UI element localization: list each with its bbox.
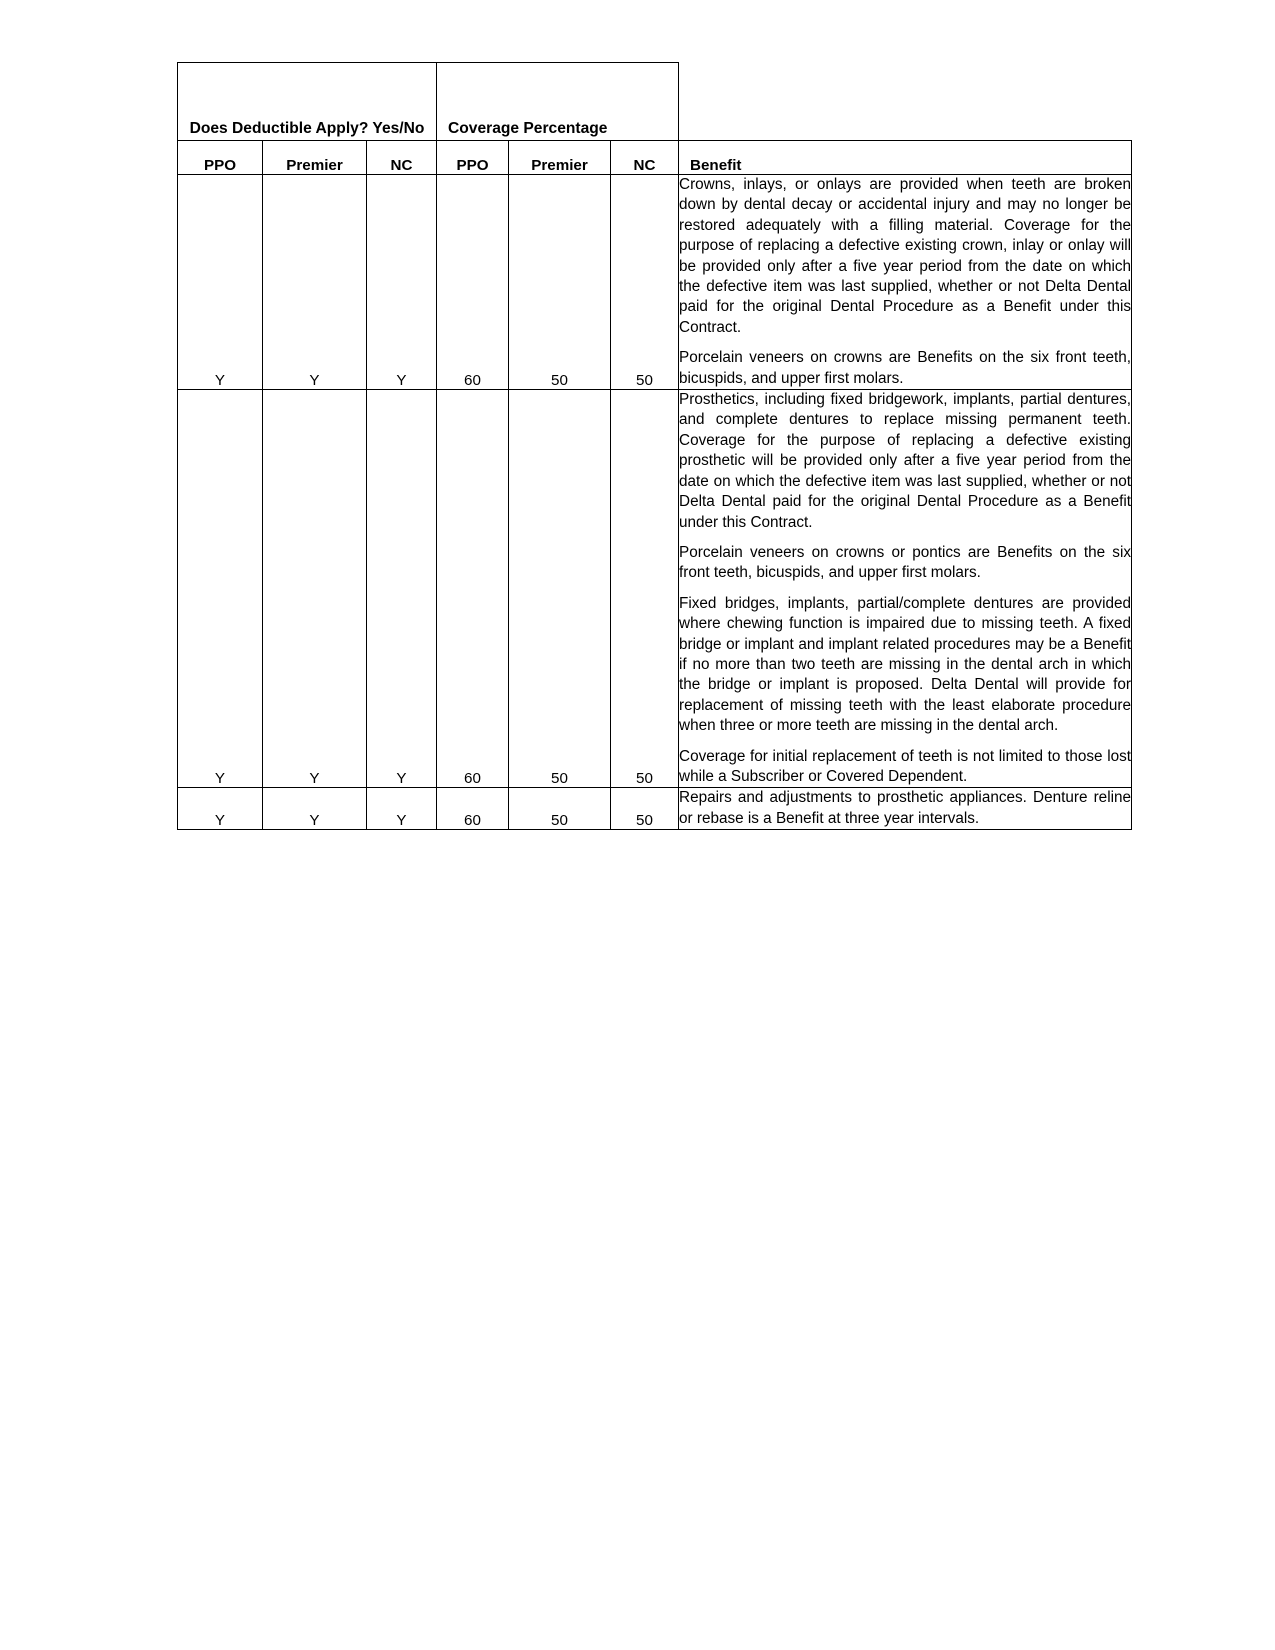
header-group-coverage: Coverage Percentage [437,63,679,141]
header-group-deductible: Does Deductible Apply? Yes/No [178,63,437,141]
benefit-paragraph: Coverage for initial replacement of teeth is not limited to those lost while a Subscriber or Covered Dependent. [679,747,1132,785]
cell-deductible-ppo: Y [178,390,263,788]
table-row [178,788,1132,830]
column-header-coverage-premier: Premier [509,141,611,175]
cell-coverage-premier: 50 [509,390,611,788]
benefit-paragraph: Prosthetics, including fixed bridgework, implants, partial dentures, and complete dentures to replace missing permanent teeth. Coverage for the purpose of replacing a defective existing prosthetic will be provided only after a five year period from the date on which the defective item was last supplied, whether or not Delta Dental paid for the original Dental Procedure as a Benefit under this Contract. [679,391,1132,531]
table-body [178,175,1132,830]
table-row [178,175,1132,390]
cell-deductible-premier: Y [263,788,367,830]
column-header-deductible-premier: Premier [263,141,367,175]
cell-coverage-nc: 50 [611,390,679,788]
cell-coverage-ppo: 60 [437,788,509,830]
table-header [178,63,1132,175]
cell-deductible-nc: Y [367,788,437,830]
cell-deductible-ppo: Y [178,175,263,390]
benefit-table-container [177,62,1131,830]
cell-deductible-nc: Y [367,175,437,390]
column-header-deductible-nc: NC [367,141,437,175]
header-group-row [178,63,1132,141]
column-header-benefit: Benefit [679,141,1132,175]
header-group-spacer [679,63,1132,141]
column-header-coverage-nc: NC [611,141,679,175]
cell-deductible-ppo: Y [178,788,263,830]
cell-coverage-ppo: 60 [437,175,509,390]
cell-coverage-nc: 50 [611,788,679,830]
benefit-paragraph: Fixed bridges, implants, partial/complete dentures are provided where chewing function is impaired due to missing teeth. A fixed bridge or implant and implant related procedures may be a Benefit if no more than two teeth are missing in the dental arch in which the bridge or implant is proposed. Delta Dental will provide for replacement of missing teeth with the least elaborate procedure when three or more teeth are missing in the dental arch. [679,594,1132,735]
header-column-row [178,141,1132,175]
cell-benefit-description [679,788,1132,830]
benefit-paragraph: Porcelain veneers on crowns are Benefits on the six front teeth, bicuspids, and upper first molars. [679,349,1132,387]
benefit-paragraph: Crowns, inlays, or onlays are provided when teeth are broken down by dental decay or accidental injury and may no longer be restored adequately with a filling material. Coverage for the purpose of replacing a defective existing crown, inlay or onlay will be provided only after a five year period from the date on which the defective item was last supplied, whether or not Delta Dental paid for the original Dental Procedure as a Benefit under this Contract. [679,176,1132,336]
table-row [178,390,1132,788]
cell-deductible-premier: Y [263,390,367,788]
cell-deductible-premier: Y [263,175,367,390]
cell-coverage-ppo: 60 [437,390,509,788]
column-header-deductible-ppo: PPO [178,141,263,175]
dental-benefit-table [177,62,1132,830]
benefit-paragraph: Repairs and adjustments to prosthetic appliances. Denture reline or rebase is a Benefit at three year intervals. [679,789,1132,827]
cell-benefit-description [679,390,1132,788]
column-header-coverage-ppo: PPO [437,141,509,175]
benefit-paragraph: Porcelain veneers on crowns or pontics are Benefits on the six front teeth, bicuspids, and upper first molars. [679,543,1132,582]
cell-deductible-nc: Y [367,390,437,788]
cell-benefit-description [679,175,1132,390]
cell-coverage-nc: 50 [611,175,679,390]
cell-coverage-premier: 50 [509,788,611,830]
cell-coverage-premier: 50 [509,175,611,390]
